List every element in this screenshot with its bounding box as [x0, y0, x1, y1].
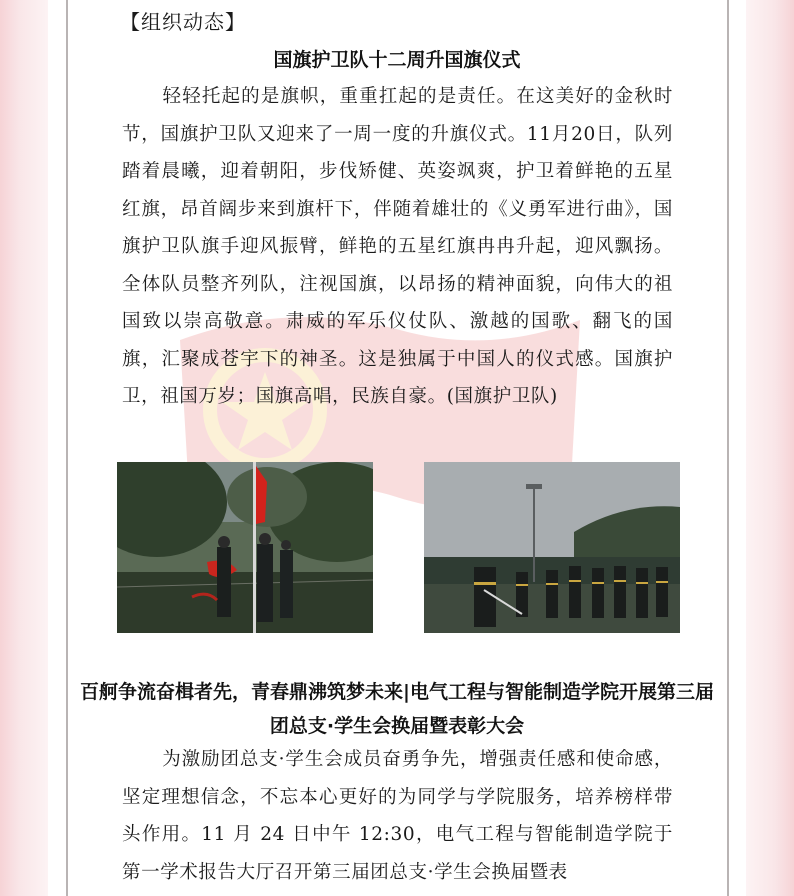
article-body: [122, 78, 673, 416]
frame-line-left: [66, 0, 68, 896]
article-body-text: 为激励团总支·学生会成员奋勇争先，增强责任感和使命感，坚定理想信念，不忘本心更好的为同学与学院服务，培养榜样带头作用。11 月 24 日中午 12:30，电气工程与智能制造学院于第一学术报告大厅召开第三届团总支·学生会换届暨表: [122, 749, 673, 883]
guard-formation-photo: [424, 462, 680, 633]
decorative-border-right: [746, 0, 794, 896]
article-title: 国旗护卫队十二周升国旗仪式: [273, 49, 521, 71]
section-tag: 【组织动态】: [120, 10, 246, 34]
frame-line-right: [727, 0, 729, 896]
article-body-text: 轻轻托起的是旗帜，重重扛起的是责任。在这美好的金秋时节，国旗护卫队又迎来了一周一度的升旗仪式。11月20日，队列踏着晨曦，迎着朝阳，步伐矫健、英姿飒爽，护卫着鲜艳的五星红旗，昂首阔步来到旗杆下，伴随着雄壮的《义勇军进行曲》，国旗护卫队旗手迎风振臂，鲜艳的五星红旗冉冉升起，迎风飘扬。全体队员整齐列队，注视国旗，以昂扬的精神面貌，向伟大的祖国致以崇高敬意。肃威的军乐仪仗队、激越的国歌、翻飞的国旗，汇聚成苍宇下的神圣。这是独属于中国人的仪式感。国旗护卫，祖国万岁；国旗高唱，民族自豪。(国旗护卫队): [122, 86, 673, 407]
article-title: 百舸争流奋楫者先，青春鼎沸筑梦未来|电气工程与智能制造学院开展第三届团总支·学生会换届暨表彰大会: [80, 681, 714, 737]
article-body: [122, 741, 673, 891]
flag-raising-photo: [117, 462, 373, 633]
decorative-border-left: [0, 0, 48, 896]
